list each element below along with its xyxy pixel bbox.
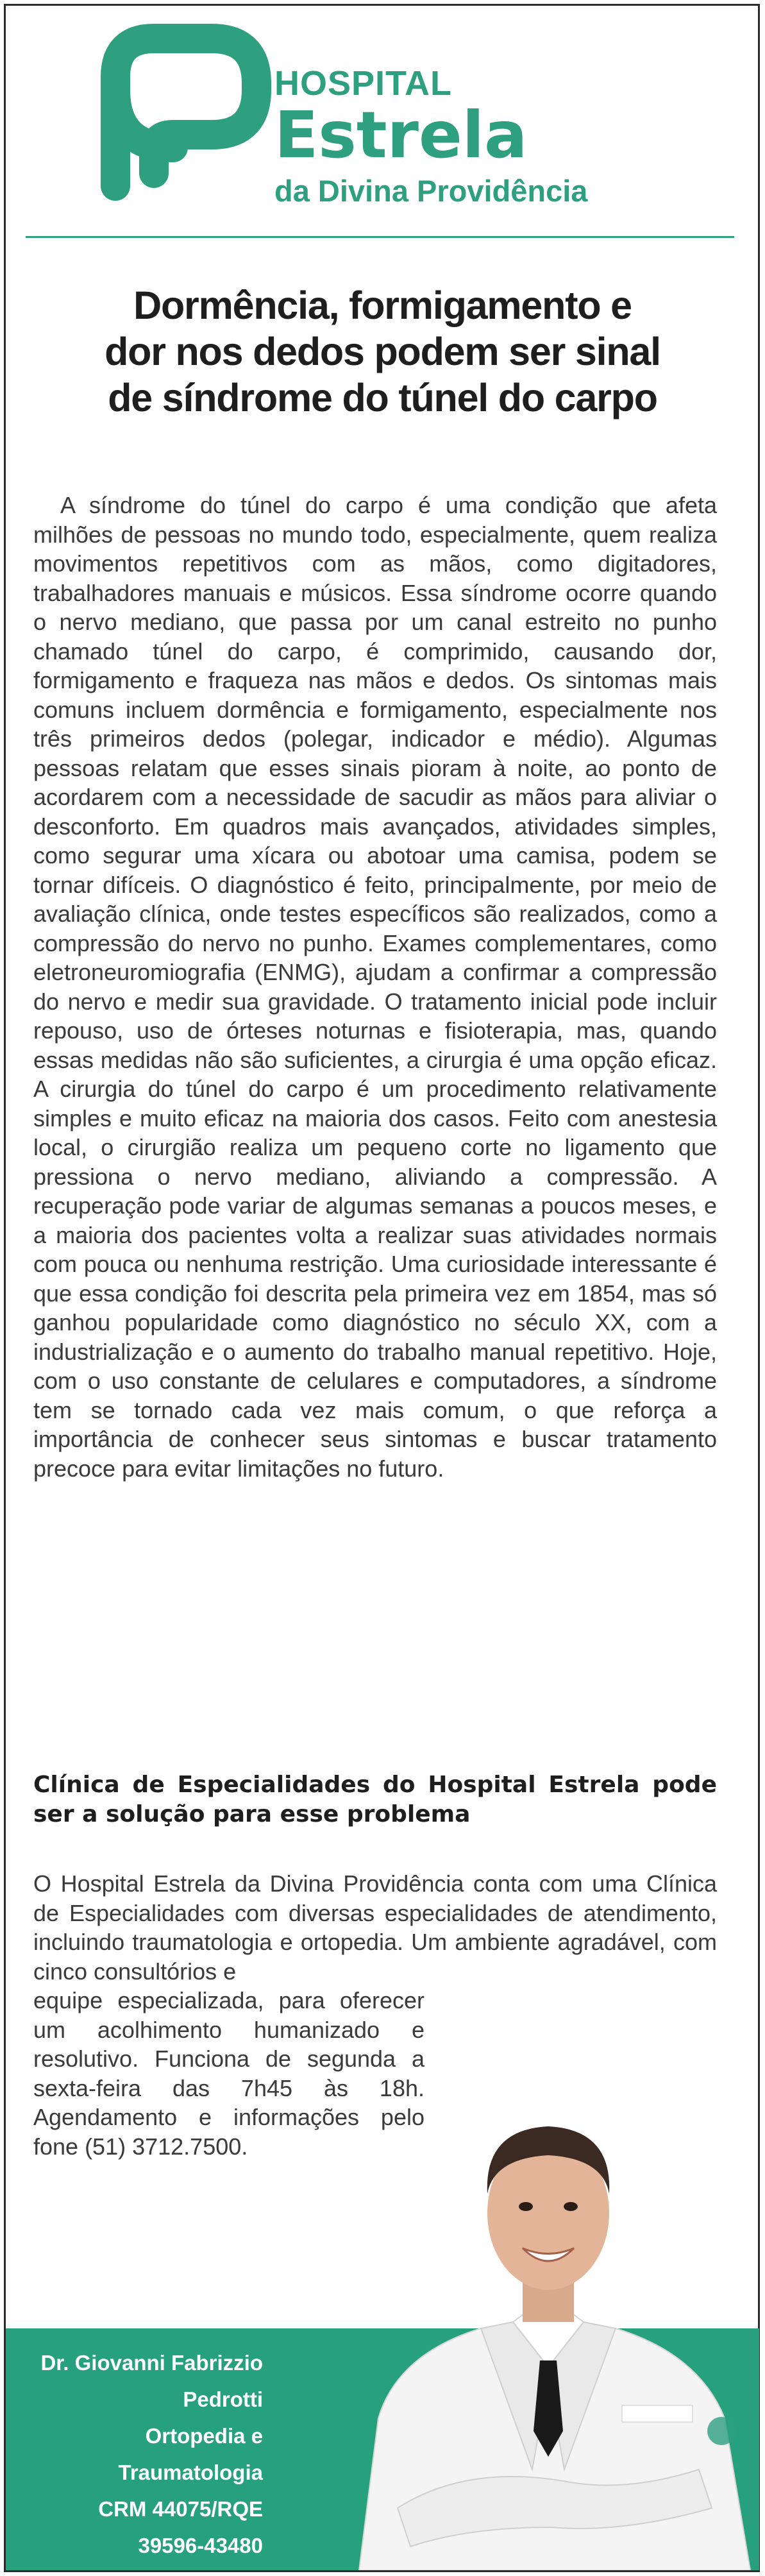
header-divider	[26, 236, 734, 238]
doctor-specialty-line: Traumatologia	[118, 2461, 263, 2484]
logo-subtitle-text: da Divina Providência	[274, 174, 588, 208]
title-line: dor nos dedos podem ser sinal	[105, 330, 660, 373]
doctor-name-line: Dr. Giovanni Fabrizzio	[40, 2351, 263, 2375]
clinic-paragraph-full: O Hospital Estrela da Divina Providência conta com uma Clínica de Especialidades com diversas especialidades de atendimento, incluindo traumatologia e ortopedia. Um ambiente agradável, com cinco consultórios e	[33, 1870, 717, 1985]
logo-hospital-text: HOSPITAL	[274, 64, 452, 103]
doctor-crm: CRM 44075/RQE	[98, 2497, 263, 2521]
doctor-rqe: 39596-43480	[138, 2534, 263, 2557]
doctor-photo	[340, 2021, 757, 2570]
article-paragraph: A síndrome do túnel do carpo é uma condição que afeta milhões de pessoas no mundo todo, especialmente, quem realiza movimentos repetitivos com as mãos, como digitadores, trabalhadores manuais e músicos. Essa síndrome ocorre quando o nervo mediano, que passa por um canal estreito no punho chamado túnel do carpo, é comprimido, causando dor, formigamento e fraqueza nas mãos e dedos. Os sintomas mais comuns incluem dormência e formigamento, especialmente nos três primeiros dedos (polegar, indicador e médio). Algumas pessoas relatam que esses sinais pioram à noite, ao ponto de acordarem com a necessidade de sacudir as mãos para aliviar o desconforto. Em quadros mais avançados, atividades simples, como segurar uma xícara ou abotoar uma camisa, podem se tornar difíceis. O diagnóstico é feito, principalmente, por meio de avaliação clínica, onde testes específicos são realizados, como a compressão do nervo no punho. Exames complementares, como eletroneuromiografia (ENMG), ajudam a confirmar a compressão do nervo e medir sua gravidade. O tratamento inicial pode incluir repouso, uso de órteses noturnas e fisioterapia, mas, quando essas medidas não são suficientes, a cirurgia é uma opção eficaz. A cirurgia do túnel do carpo é um procedimento relativamente simples e muito eficaz na maioria dos casos. Feito com anestesia local, o cirurgião realiza um pequeno corte no ligamento que pressiona o nervo mediano, aliviando a compressão. A recuperação pode variar de algumas semanas a poucos meses, e a maioria dos pacientes volta a realizar suas atividades normais com pouca ou nenhuma restrição. Uma curiosidade interessante é que essa condição foi descrita pela primeira vez em 1854, mas só ganhou popularidade como diagnóstico no século XX, com a industrialização e o aumento do trabalho manual repetitivo. Hoje, com o uso constante de celulares e computadores, a síndrome tem se tornado cada vez mais comum, o que reforça a importância de conhecer seus sintomas e buscar tratamento precoce para evitar limitações no futuro.	[33, 492, 717, 1482]
logo-estrela-text: Estrela	[274, 97, 528, 173]
article-title	[38, 282, 727, 421]
hospital-logo	[90, 19, 622, 225]
article-body	[33, 491, 717, 1483]
doctor-specialty-line: Ortopedia e	[145, 2424, 263, 2448]
title-line: de síndrome do túnel do carpo	[108, 376, 657, 419]
section-subheading: Clínica de Especialidades do Hospital Estrela pode ser a solução para esse problema	[33, 1772, 717, 1827]
logo-mark-icon	[90, 19, 282, 205]
clinic-paragraph-wrapped: equipe especializada, para oferecer um acolhimento humanizado e resolutivo. Funciona de segunda a sexta-feira das 7h45 às 18h. Agendamento e informações pelo fone (51) 3712.7500.	[33, 1987, 425, 2160]
doctor-credentials	[19, 2344, 263, 2564]
doctor-name-line: Pedrotti	[183, 2387, 263, 2411]
title-line: Dormência, formigamento e	[133, 284, 632, 327]
